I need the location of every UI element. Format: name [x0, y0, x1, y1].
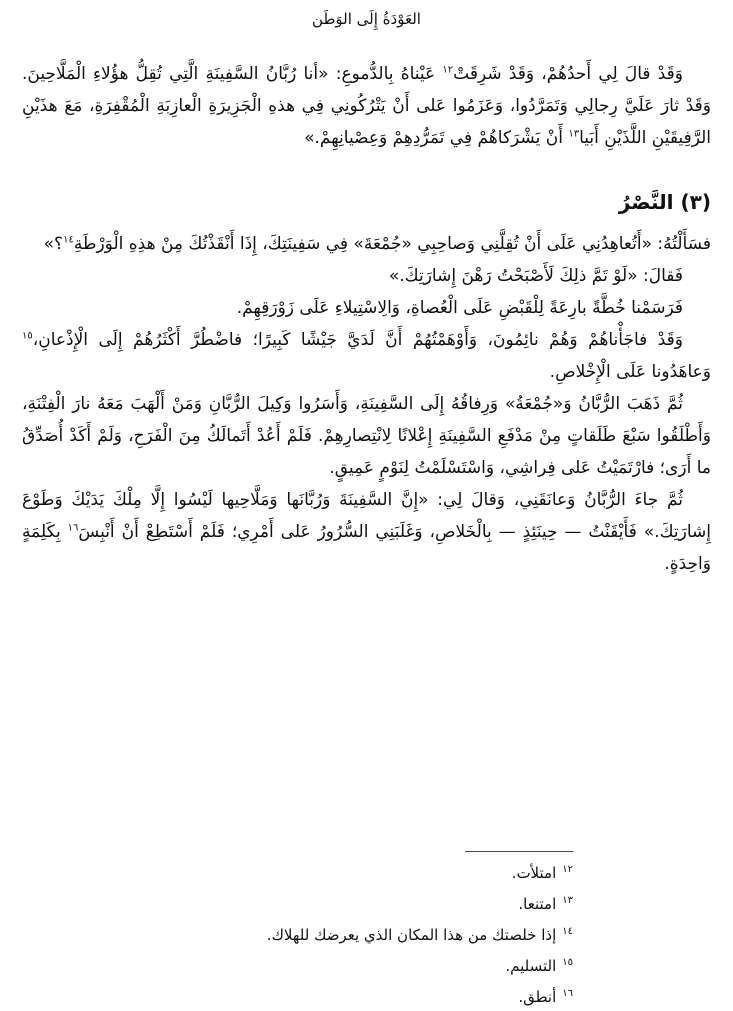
footnote-ref-16[interactable]: ١٦ — [67, 522, 79, 534]
footnote-ref-13[interactable]: ١٣ — [568, 128, 580, 140]
paragraph-ambush: وَقَدْ فاجَأْناهُمْ وَهُمْ نائِمُونَ، وَأَوْهَمْتُهُمْ أَنَّ لَدَيَّ جَيْشًا كَبِيرًا؛ فاضْطُرَّ أَكْثَرُهُمْ إِلَى الْإِذْعانِ،$^{١٥}$ وَعاهَدُونا عَلَى الْإِخْلاصِ. — [22, 330, 711, 382]
paragraph-answer: فَقالَ: «لَوْ تَمَّ ذلِكَ لَأَصْبَحْتُ رَهْنَ إِشارَتِكَ.» — [388, 266, 683, 286]
section-heading: (٣) النَّصْرُ — [618, 190, 711, 214]
footnote-item: $^{١٣}$امتنعا. — [518, 895, 573, 913]
running-title: العَوْدَةُ إِلَى الوَطَن — [312, 10, 421, 28]
footnote-item: $^{١٤}$إذا خلصتك من هذا المكان الذي يعرضك للهلاك. — [266, 926, 573, 944]
paragraph-captain-speech: وَقَدْ قالَ لِي أَحدُهُمْ، وَقَدْ شَرِقَتْ$^{١٢}$ عَيْناهُ بِالدُّموعِ: «أنا رُبَّانُ السَّفِينَةِ الَّتِي تُقِلُّ هؤُلاءِ الْمَلَّاحِينَ. وَقَدْ ثارَ عَلَيَّ رِجالِي وَتَمَرَّدُوا، وَعَزَمُوا عَلى أَنْ يَتْرُكُونِي فِي هذهِ الْجَزِيرَةِ الْعازِبَةِ الْمُقْفِرَةِ، مَعَ هذَيْنِ الرَّفِيقَيْنِ اللَّذَيْنِ أَبَيا$^{١٣}$ أَنْ يَشْرَكاهُمْ فِي تَمَرُّدِهِمْ وَعِصْيانِهِمْ.» — [22, 64, 711, 148]
body-text — [22, 58, 711, 580]
paragraph-victory: ثُمَّ ذَهَبَ الرُّبَّانُ وَ«جُمْعَةُ» وَرِفاقُهُ إِلَى السَّفِينَةِ، وَأَسَرُوا وَكِيلَ الرُّبَّانِ وَمَنْ أَلْهَبَ مَعَهُ نارَ الْفِتْنَةِ، وَأَطْلَقُوا سَبْعَ طَلَقاتٍ مِنْ مَدْفَعِ السَّفِينَةِ إِعْلانًا لِانْتِصارِهِمْ. فَلَمْ أَعُدْ أَتَمالَكُ مِنَ الْفَرَحِ، وَلَمْ أَكَدْ أُصَدِّقُ ما أَرَى؛ فارْتَمَيْتُ عَلى فِراشِي، وَاسْتَسْلَمْتُ لِنَوْمٍ عَمِيقٍ. — [22, 394, 711, 478]
paragraph-plan: فَرَسَمْنا خُطَّةً بارِعَةً لِلْقَبْضِ عَلَى الْعُصاةِ، وَالِاسْتِيلاءِ عَلَى زَوْرَقِهِمْ. — [236, 298, 683, 318]
footnotes — [53, 856, 573, 1011]
footnote-ref-12[interactable]: ١٢ — [442, 64, 454, 76]
paragraph-embrace: ثُمَّ جاءَ الرُّبَّانُ وَعانَقَنِي، وَقالَ لِي: «إِنَّ السَّفِينَةَ وَرُبَّانَها وَمَلَّاحِيها لَيْسُوا إِلَّا مِلْكَ يَدَيْكَ وَطَوْعَ إِشارَتِكَ.» فَأَيْقَنْتُ — حِينَئِذٍ — بِالْخَلاصِ، وَغَلَبَنِي السُّرُورُ عَلى أَمْرِي؛ فَلَمْ أَسْتَطِعْ أَنْ أَنْبِسَ$^{١٦}$ بِكَلِمَةٍ وَاحِدَةٍ. — [22, 490, 711, 574]
footnote-item: $^{١٢}$امتلأت. — [511, 864, 573, 882]
footnote-ref-15[interactable]: ١٥ — [22, 330, 33, 342]
footnote-divider — [465, 851, 573, 852]
footnote-item: $^{١٥}$التسليم. — [505, 957, 573, 975]
paragraph-question: فسَأَلْتُهُ: «أَتُعاهِدُنِي عَلَى أَنْ تُقِلَّنِي وَصاحِبِي «جُمْعَةَ» فِي سَفِينَتِكَ، إِذَا أَنْقَذْتُكَ مِنْ هذِهِ الْوَرْطَةِ$^{١٤}$؟» — [43, 234, 711, 254]
footnote-ref-14[interactable]: ١٤ — [63, 234, 74, 246]
footnote-item: $^{١٦}$أنطق. — [518, 988, 573, 1006]
